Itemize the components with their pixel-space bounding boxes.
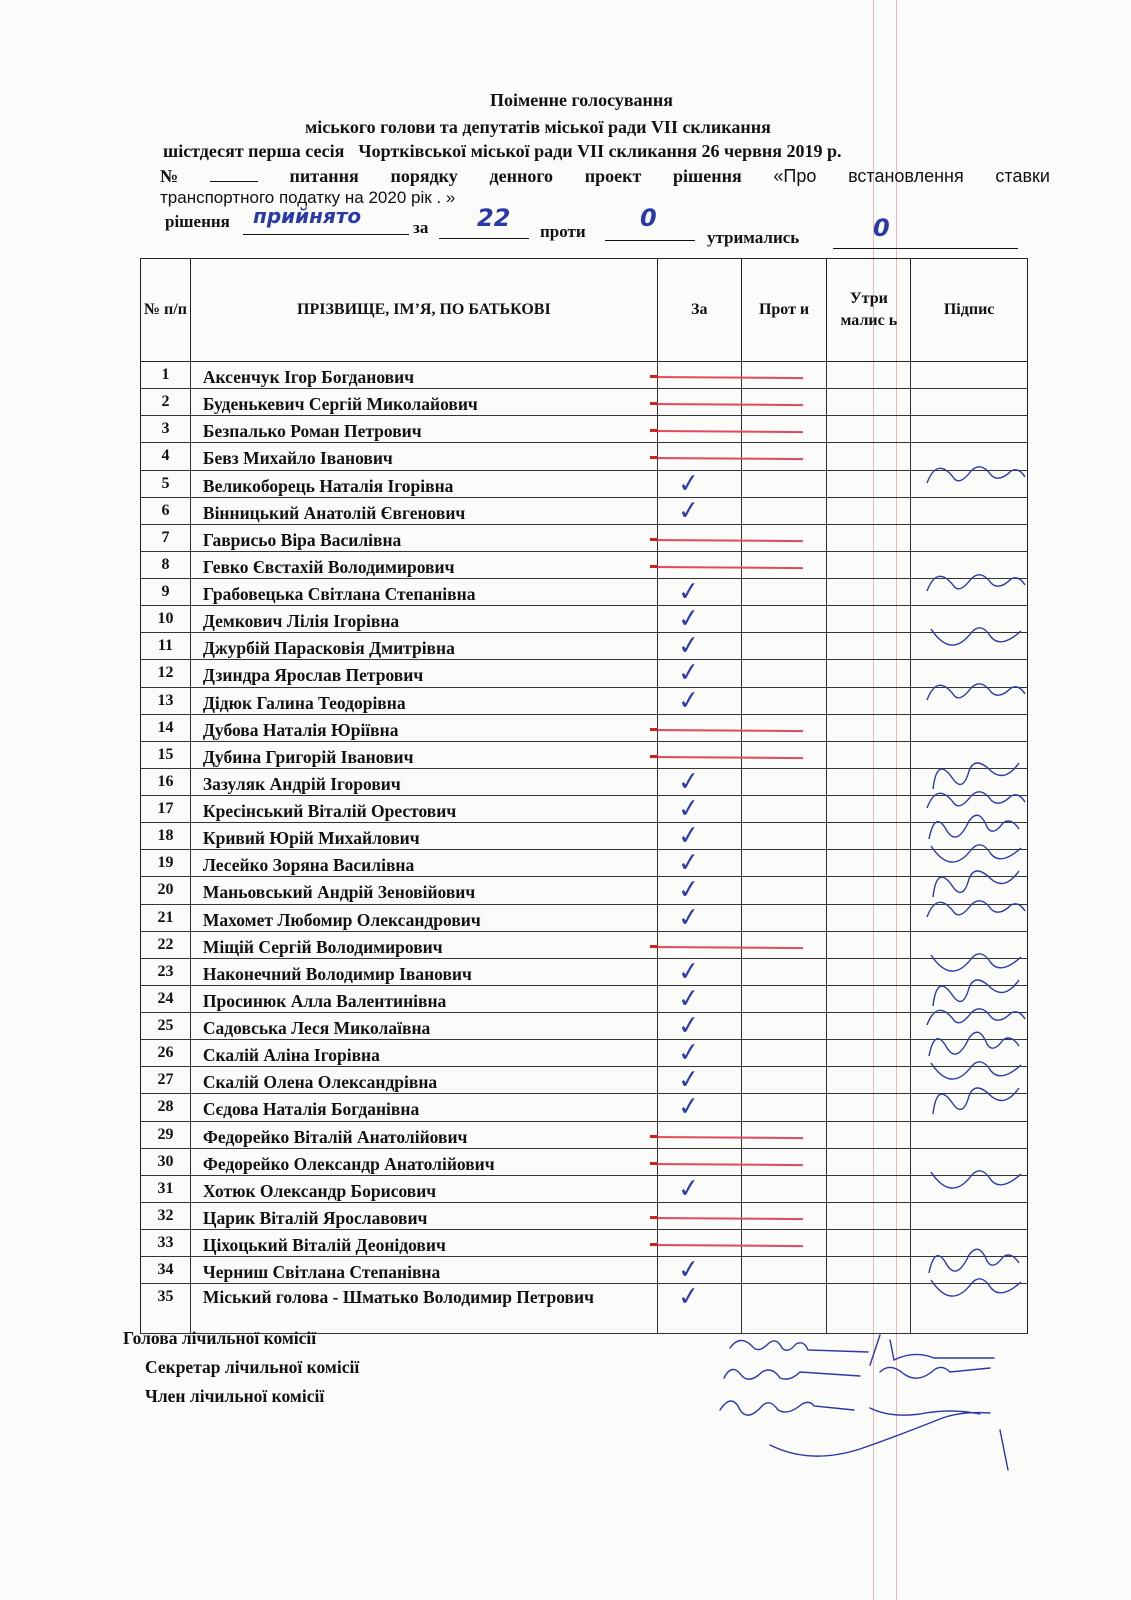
checkmark-icon: ✓ [676,982,702,1014]
checkmark-icon: ✓ [676,494,702,526]
row-number: 26 [141,1040,191,1066]
against-count-handwritten: 0 [640,204,657,232]
member-name: Махомет Любомир Олександрович [191,905,658,931]
member-name: Скалій Олена Олександрівна [191,1067,658,1093]
vote-against-cell [742,498,828,524]
decision-handwritten: прийнято [253,204,362,228]
signature-cell [911,1203,1027,1229]
member-name: Лесейко Зоряна Василівна [191,850,658,876]
row-number: 13 [141,688,191,714]
session-number: шістдесят перша сесія [163,141,345,161]
agenda-word: встановлення [848,166,964,186]
vote-for-cell [658,715,742,741]
member-name: Дубова Наталія Юріївна [191,715,658,741]
vote-against-cell [742,959,828,985]
table-row [140,575,1028,608]
member-name: Дідюк Галина Теодорівна [191,688,658,714]
session-line [163,141,841,162]
signature-cell [911,633,1027,659]
vote-abstained-cell [827,1094,911,1120]
vote-for-cell [658,1064,742,1096]
col-abstained: Утри малис ь [827,259,911,361]
for-count-handwritten: 22 [477,204,511,232]
member-name: Дубина Григорій Іванович [191,742,658,768]
vote-abstained-cell [827,579,911,605]
vote-summary [165,204,1045,250]
member-name: Ціхоцький Віталій Деонідович [191,1230,658,1256]
vote-abstained-cell [827,905,911,931]
vote-abstained-cell [827,362,911,388]
row-number: 10 [141,606,191,632]
decision-label: рішення [165,212,230,231]
vote-for-cell [658,1037,742,1069]
vote-for-cell [658,792,742,825]
member-name: Федорейко Віталій Анатолійович [191,1122,658,1148]
member-name: Гевко Євстахій Володимирович [191,552,658,578]
vote-against-cell [742,823,828,849]
vote-abstained-cell [827,1122,911,1148]
checkmark-icon: ✓ [676,657,702,689]
member-name: Грабовецька Світлана Степанівна [191,579,658,605]
table-row [140,1230,1028,1257]
vote-abstained-cell [827,1149,911,1175]
member-name: Міщій Сергій Володимирович [191,932,658,958]
row-number: 20 [141,877,191,903]
table-row [140,1281,1028,1334]
vote-for-cell [658,630,742,662]
row-number: 19 [141,850,191,876]
table-row [140,1254,1028,1286]
table-row [140,1203,1028,1230]
signature-cell [911,1176,1027,1202]
vote-for-cell [658,1009,742,1042]
vote-against-cell [742,1203,828,1229]
checkmark-icon: ✓ [676,765,702,797]
vote-for-cell [658,932,742,958]
table-row [140,847,1028,879]
member-name: Великоборець Наталія Ігорівна [191,471,658,497]
col-number: № п/п [141,259,191,361]
checkmark-icon: ✓ [676,575,702,608]
vote-for-cell [658,1254,742,1286]
abstained-label: утримались [707,228,800,247]
row-number: 5 [141,471,191,497]
commission-chair: Голова лічильної комісії [123,1328,317,1348]
member-name: Царик Віталій Ярославович [191,1203,658,1229]
row-number: 11 [141,633,191,659]
vote-for-cell [658,389,742,415]
member-name: Федорейко Олександр Анатолійович [191,1149,658,1175]
col-signature: Підпис [943,301,995,318]
vote-against-cell [742,877,828,903]
vote-for-cell [658,820,742,852]
vote-against-cell [742,1122,828,1148]
vote-abstained-cell [827,932,911,958]
vote-against-cell [742,552,828,578]
commission-signatures [700,1330,1030,1490]
signature-scribble [921,1080,1031,1126]
vote-against-cell [742,443,828,469]
table-row [140,1172,1028,1204]
vote-for-cell [658,494,742,526]
vote-for-cell [658,955,742,987]
signature-cell [911,905,1027,931]
agenda-word: денного [489,166,554,186]
vote-for-cell [658,1203,742,1229]
row-number: 35 [141,1284,191,1333]
agenda-number-blank [210,166,258,182]
table-row [140,416,1028,443]
vote-abstained-cell [827,850,911,876]
signature-cell [911,1122,1027,1148]
table-row [140,362,1028,389]
vote-abstained-cell [827,660,911,686]
row-number: 28 [141,1094,191,1120]
checkmark-icon: ✓ [676,1037,702,1069]
table-body [140,362,1028,1334]
vote-against-cell [742,1176,828,1202]
commission-member: Член лічильної комісії [145,1386,325,1406]
vote-for-cell [658,467,742,499]
vote-abstained-cell [827,688,911,714]
table-row [140,525,1028,552]
vote-for-cell [658,847,742,879]
vote-against-cell [742,525,828,551]
row-number: 23 [141,959,191,985]
vote-abstained-cell [827,986,911,1012]
vote-abstained-cell [827,959,911,985]
signature-scribble [921,891,1031,937]
checkmark-icon: ✓ [676,901,702,933]
signature-cell [911,416,1027,442]
agenda-line [160,166,1050,187]
signature-cell [911,715,1027,741]
member-name: Кресінський Віталій Орестович [191,796,658,822]
row-number: 31 [141,1176,191,1202]
vote-abstained-cell [827,1284,911,1333]
row-number: 15 [141,742,191,768]
row-number: 22 [141,932,191,958]
table-row [140,932,1028,959]
signature-cell [911,498,1027,524]
checkmark-icon: ✓ [676,955,702,987]
vote-abstained-cell [827,416,911,442]
vote-abstained-cell [827,389,911,415]
vote-for-cell [658,1122,742,1148]
row-number: 8 [141,552,191,578]
vote-for-cell [658,1149,742,1175]
checkmark-icon: ✓ [676,1254,702,1286]
vote-for-cell [658,657,742,689]
member-name: Зазуляк Андрій Ігорович [191,769,658,795]
vote-abstained-cell [827,606,911,632]
signature-scribble [921,1162,1031,1208]
vote-abstained-cell [827,1203,911,1229]
vote-for-cell [658,684,742,716]
row-number: 18 [141,823,191,849]
row-number: 27 [141,1067,191,1093]
vote-for-cell [658,1281,742,1333]
abstained-count-handwritten: 0 [873,214,890,242]
vote-against-cell [742,1013,828,1039]
vote-against-cell [742,606,828,632]
table-row [140,630,1028,662]
row-number: 1 [141,362,191,388]
table-row [140,389,1028,416]
member-name: Гаврисьо Віра Василівна [191,525,658,551]
underline [439,238,529,239]
checkmark-icon: ✓ [676,603,702,635]
vote-against-cell [742,1067,828,1093]
table-row [140,901,1028,933]
member-name: Хотюк Олександр Борисович [191,1176,658,1202]
for-label: за [413,218,429,237]
member-name: Скалій Аліна Ігорівна [191,1040,658,1066]
row-number: 29 [141,1122,191,1148]
vote-for-cell [658,765,742,797]
row-number: 2 [141,389,191,415]
member-name: Вінницький Анатолій Євгенович [191,498,658,524]
commission-secretary: Секретар лічильної комісії [145,1357,360,1377]
checkmark-icon: ✓ [676,684,702,716]
row-number: 30 [141,1149,191,1175]
member-name: Садовська Леся Миколаївна [191,1013,658,1039]
table-row [140,443,1028,470]
member-name: Аксенчук Ігор Богданович [191,362,658,388]
agenda-word: № [160,166,179,186]
table-row [140,1009,1028,1042]
vote-for-cell [658,1230,742,1256]
vote-abstained-cell [827,823,911,849]
signature-cell [911,579,1027,605]
vote-for-cell [658,525,742,551]
vote-abstained-cell [827,1040,911,1066]
agenda-word: проект [584,166,642,186]
table-row [140,552,1028,579]
vote-for-cell [658,362,742,388]
member-name: Безпалько Роман Петрович [191,416,658,442]
vote-against-cell [742,1149,828,1175]
row-number: 21 [141,905,191,931]
table-row [140,874,1028,906]
table-row [140,603,1028,635]
table-row [140,1064,1028,1096]
row-number: 3 [141,416,191,442]
checkmark-icon: ✓ [676,630,702,662]
vote-against-cell [742,796,828,822]
row-number: 16 [141,769,191,795]
vote-for-cell [658,742,742,768]
vote-against-cell [742,932,828,958]
vote-for-cell [658,575,742,608]
row-number: 25 [141,1013,191,1039]
table-header [140,258,1028,362]
vote-abstained-cell [827,769,911,795]
vote-abstained-cell [827,525,911,551]
table-row [140,1037,1028,1069]
checkmark-icon: ✓ [676,874,702,906]
checkmark-icon: ✓ [676,847,702,879]
signature-cell [911,525,1027,551]
vote-against-cell [742,769,828,795]
table-row [140,467,1028,499]
signature-cell [911,362,1027,388]
col-for: За [658,259,742,361]
signature-scribble [921,565,1031,611]
row-number: 4 [141,443,191,469]
vote-for-cell [658,982,742,1014]
vote-against-cell [742,1094,828,1120]
row-number: 12 [141,660,191,686]
table-row [140,765,1028,797]
vote-abstained-cell [827,498,911,524]
signature-scribble [921,619,1031,665]
table-row [140,1149,1028,1176]
doc-title: Поіменне голосування [490,90,674,110]
vote-abstained-cell [827,443,911,469]
row-number: 33 [141,1230,191,1256]
signature-cell [911,1094,1027,1120]
vote-for-cell [658,1172,742,1204]
signature-cell [911,688,1027,714]
row-number: 14 [141,715,191,741]
decision-subject: транспортного податку на 2020 рік . » [160,188,456,207]
council-name-date: Чортківської міської ради VІІ скликання 26 червня 2019 р. [358,141,842,161]
table-row [140,715,1028,742]
underline [833,248,1018,249]
signature-cell [911,471,1027,497]
vote-abstained-cell [827,877,911,903]
vote-for-cell [658,1091,742,1123]
agenda-word: «Про [773,166,817,186]
member-name: Сєдова Наталія Богданівна [191,1094,658,1120]
row-number: 7 [141,525,191,551]
agenda-word: порядку [390,166,458,186]
vote-against-cell [742,850,828,876]
vote-against-cell [742,362,828,388]
table-row [140,684,1028,716]
member-name: Дзиндра Ярослав Петрович [191,660,658,686]
signature-scribble [921,674,1031,720]
vote-against-cell [742,742,828,768]
member-name: Кривий Юрій Михайлович [191,823,658,849]
vote-for-cell [658,443,742,469]
col-against: Прот и [742,259,828,361]
table-row [140,1091,1028,1123]
vote-for-cell [658,874,742,906]
vote-against-cell [742,986,828,1012]
checkmark-icon: ✓ [676,1281,702,1313]
row-number: 34 [141,1257,191,1283]
vote-against-cell [742,471,828,497]
table-row [140,494,1028,526]
row-number: 17 [141,796,191,822]
member-name: Просинюк Алла Валентинівна [191,986,658,1012]
checkmark-icon: ✓ [676,1064,702,1096]
doc-subtitle: міського голови та депутатів міської ради VІІ скликання [305,117,771,137]
signature-scribble [921,1270,1031,1316]
member-name: Буденькевич Сергій Миколайович [191,389,658,415]
vote-abstained-cell [827,1230,911,1256]
table-row [140,982,1028,1014]
col-name: ПРІЗВИЩЕ, ІМ’Я, ПО БАТЬКОВІ [191,259,658,361]
vote-against-cell [742,1257,828,1283]
vote-abstained-cell [827,742,911,768]
vote-abstained-cell [827,633,911,659]
table-row [140,820,1028,852]
vote-against-cell [742,389,828,415]
vote-against-cell [742,579,828,605]
vote-abstained-cell [827,471,911,497]
table-row [140,1122,1028,1149]
signature-cell [911,1284,1027,1333]
vote-for-cell [658,552,742,578]
checkmark-icon: ✓ [676,792,702,825]
row-number: 9 [141,579,191,605]
vote-against-cell [742,416,828,442]
checkmark-icon: ✓ [676,467,702,499]
table-row [140,657,1028,689]
vote-abstained-cell [827,1013,911,1039]
vote-against-cell [742,660,828,686]
row-number: 24 [141,986,191,1012]
member-name: Черниш Світлана Степанівна [191,1257,658,1283]
checkmark-icon: ✓ [676,1172,702,1204]
table-row [140,955,1028,987]
vote-against-cell [742,688,828,714]
signature-cell [911,389,1027,415]
underline [243,234,409,235]
vote-abstained-cell [827,1067,911,1093]
row-number: 6 [141,498,191,524]
member-name: Демкович Лілія Ігорівна [191,606,658,632]
agenda-word: ставки [995,166,1050,186]
vote-abstained-cell [827,1176,911,1202]
row-number: 32 [141,1203,191,1229]
vote-against-cell [742,905,828,931]
vote-for-cell [658,416,742,442]
table-row [140,792,1028,825]
member-name: Бевз Михайло Іванович [191,443,658,469]
vote-against-cell [742,1040,828,1066]
vote-abstained-cell [827,1257,911,1283]
checkmark-icon: ✓ [676,820,702,852]
vote-abstained-cell [827,552,911,578]
vote-for-cell [658,603,742,635]
vote-against-cell [742,1230,828,1256]
agenda-word: питання [289,166,359,186]
vote-against-cell [742,633,828,659]
signature-scribble [921,457,1031,503]
member-name: Маньовський Андрій Зеновійович [191,877,658,903]
agenda-word: рішення [673,166,742,186]
vote-for-cell [658,901,742,933]
checkmark-icon: ✓ [676,1009,702,1042]
table-row [140,742,1028,769]
vote-against-cell [742,715,828,741]
vote-table [140,258,1028,1323]
vote-abstained-cell [827,796,911,822]
underline [605,240,695,241]
vote-abstained-cell [827,715,911,741]
against-label: проти [540,222,586,241]
vote-against-cell [742,1284,828,1333]
member-name: Джурбій Парасковія Дмитрівна [191,633,658,659]
checkmark-icon: ✓ [676,1091,702,1123]
member-name: Міський голова - Шматько Володимир Петрович [191,1284,658,1333]
member-name: Наконечний Володимир Іванович [191,959,658,985]
